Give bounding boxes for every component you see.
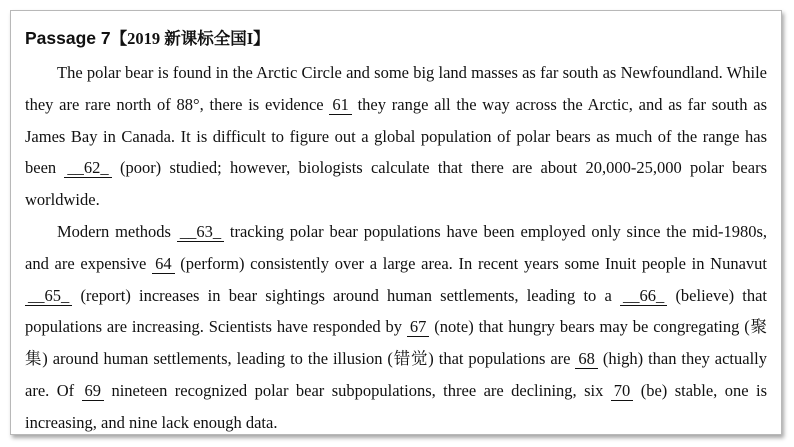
answer-blank: 69 (82, 382, 105, 401)
passage-text: they range all the way across the Arctic, and as far south as James Bay in Canada. It is difficult to figure out a global population of polar bears as much of the range has been (25, 94, 767, 178)
exam-source: 【2019 新课标全国I】 (110, 29, 270, 48)
answer-blank: 70 (611, 382, 634, 401)
passage-text: (perform) consistently over a large area. In recent years some Inuit people in Nunavut (174, 253, 767, 273)
paragraph-2 (25, 216, 767, 439)
passage-text: (note) that hungry bears may be congregating (聚集) around human settlements, leading to the illusion (错觉) that populations are (25, 317, 767, 369)
passage-text: (report) increases in bear sightings around human settlements, leading to a (72, 285, 620, 305)
passage-text: nineteen recognized polar bear subpopulations, three are declining, six (104, 380, 611, 400)
passage-text: (believe) that populations are increasing. Scientists have responded by (25, 285, 767, 337)
answer-blank: __63_ (177, 223, 224, 242)
passage-heading (25, 25, 767, 51)
passage-text: (poor) studied; however, biologists calculate that there are about 20,000-25,000 polar bears worldwide. (25, 158, 767, 210)
passage-text: Modern methods (57, 221, 177, 241)
answer-blank: __66_ (620, 287, 667, 306)
passage-text: tracking polar bear populations have been employed only since the mid-1980s, and are expensive (25, 221, 767, 273)
passage-text: (be) stable, one is increasing, and nine lack enough data. (25, 380, 767, 432)
answer-blank: __65_ (25, 287, 72, 306)
passage-label: Passage 7 (25, 28, 111, 48)
passage-content (25, 25, 767, 439)
slide-frame (10, 10, 782, 435)
answer-blank: 64 (152, 255, 175, 274)
answer-blank: 67 (407, 318, 430, 337)
answer-blank: 61 (329, 96, 352, 115)
passage-text: (high) than they actually are. Of (25, 349, 767, 400)
passage-text: The polar bear is found in the Arctic Circle and some big land masses as far south as Newfoundland. While they are rare north of 88°, there is evidence (25, 63, 767, 114)
answer-blank: 68 (575, 350, 598, 369)
answer-blank: __62_ (64, 159, 111, 178)
paragraph-1 (25, 57, 767, 216)
